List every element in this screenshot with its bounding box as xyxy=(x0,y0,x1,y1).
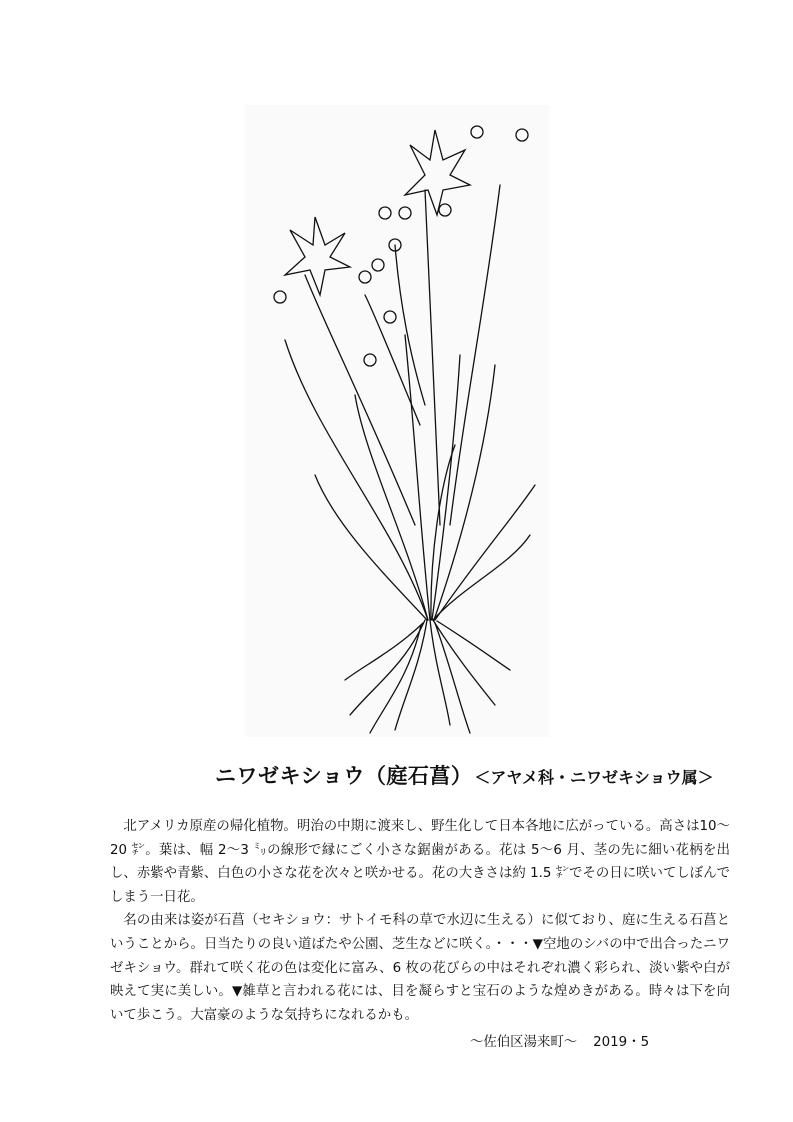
paragraph-1: 北アメリカ原産の帰化植物。明治の中期に渡来し、野生化して日本各地に広がっている。高さは10〜20 ㌢。葉は、幅 2〜3 ㍉の線形で縁にごく小さな鋸歯がある。花は 5〜6 月、茎の先に細い花柄を出し、赤紫や青紫、白色の小さな花を次々と咲かせる。花の大きさは約 1.5 ㌢でその日に咲いてしぼんでしまう一日花。 xyxy=(110,819,730,905)
signature xyxy=(470,1031,649,1050)
paragraph-2: 名の由来は姿が石菖（セキショウ：サトイモ科の草で水辺に生える）に似ており、庭に生える石菖ということから。日当たりの良い道ばたや公園、芝生などに咲く。・・・▼空地のシバの中で出合ったニワゼキショウ。群れて咲く花の色は変化に富み、6 枚の花びらの中はそれぞれ濃く彩られ、淡い紫や白が映えて実に美しい。▼雑草と言われる花には、目を凝らすと宝石のような煌めきがある。時々は下を向いて歩こう。大富豪のような気持ちになれるかも。 xyxy=(110,913,730,1023)
signature-date: 2019・5 xyxy=(593,1035,650,1050)
title-family: ＜アヤメ科・ニワゼキショウ属＞ xyxy=(474,768,714,787)
page-title: ニワゼキショウ（庭石菖） xyxy=(215,764,473,788)
signature-place: 〜佐伯区湯来町〜 xyxy=(470,1035,578,1050)
plant-illustration xyxy=(245,105,549,737)
title-row xyxy=(215,760,714,790)
description-text xyxy=(110,815,730,1027)
